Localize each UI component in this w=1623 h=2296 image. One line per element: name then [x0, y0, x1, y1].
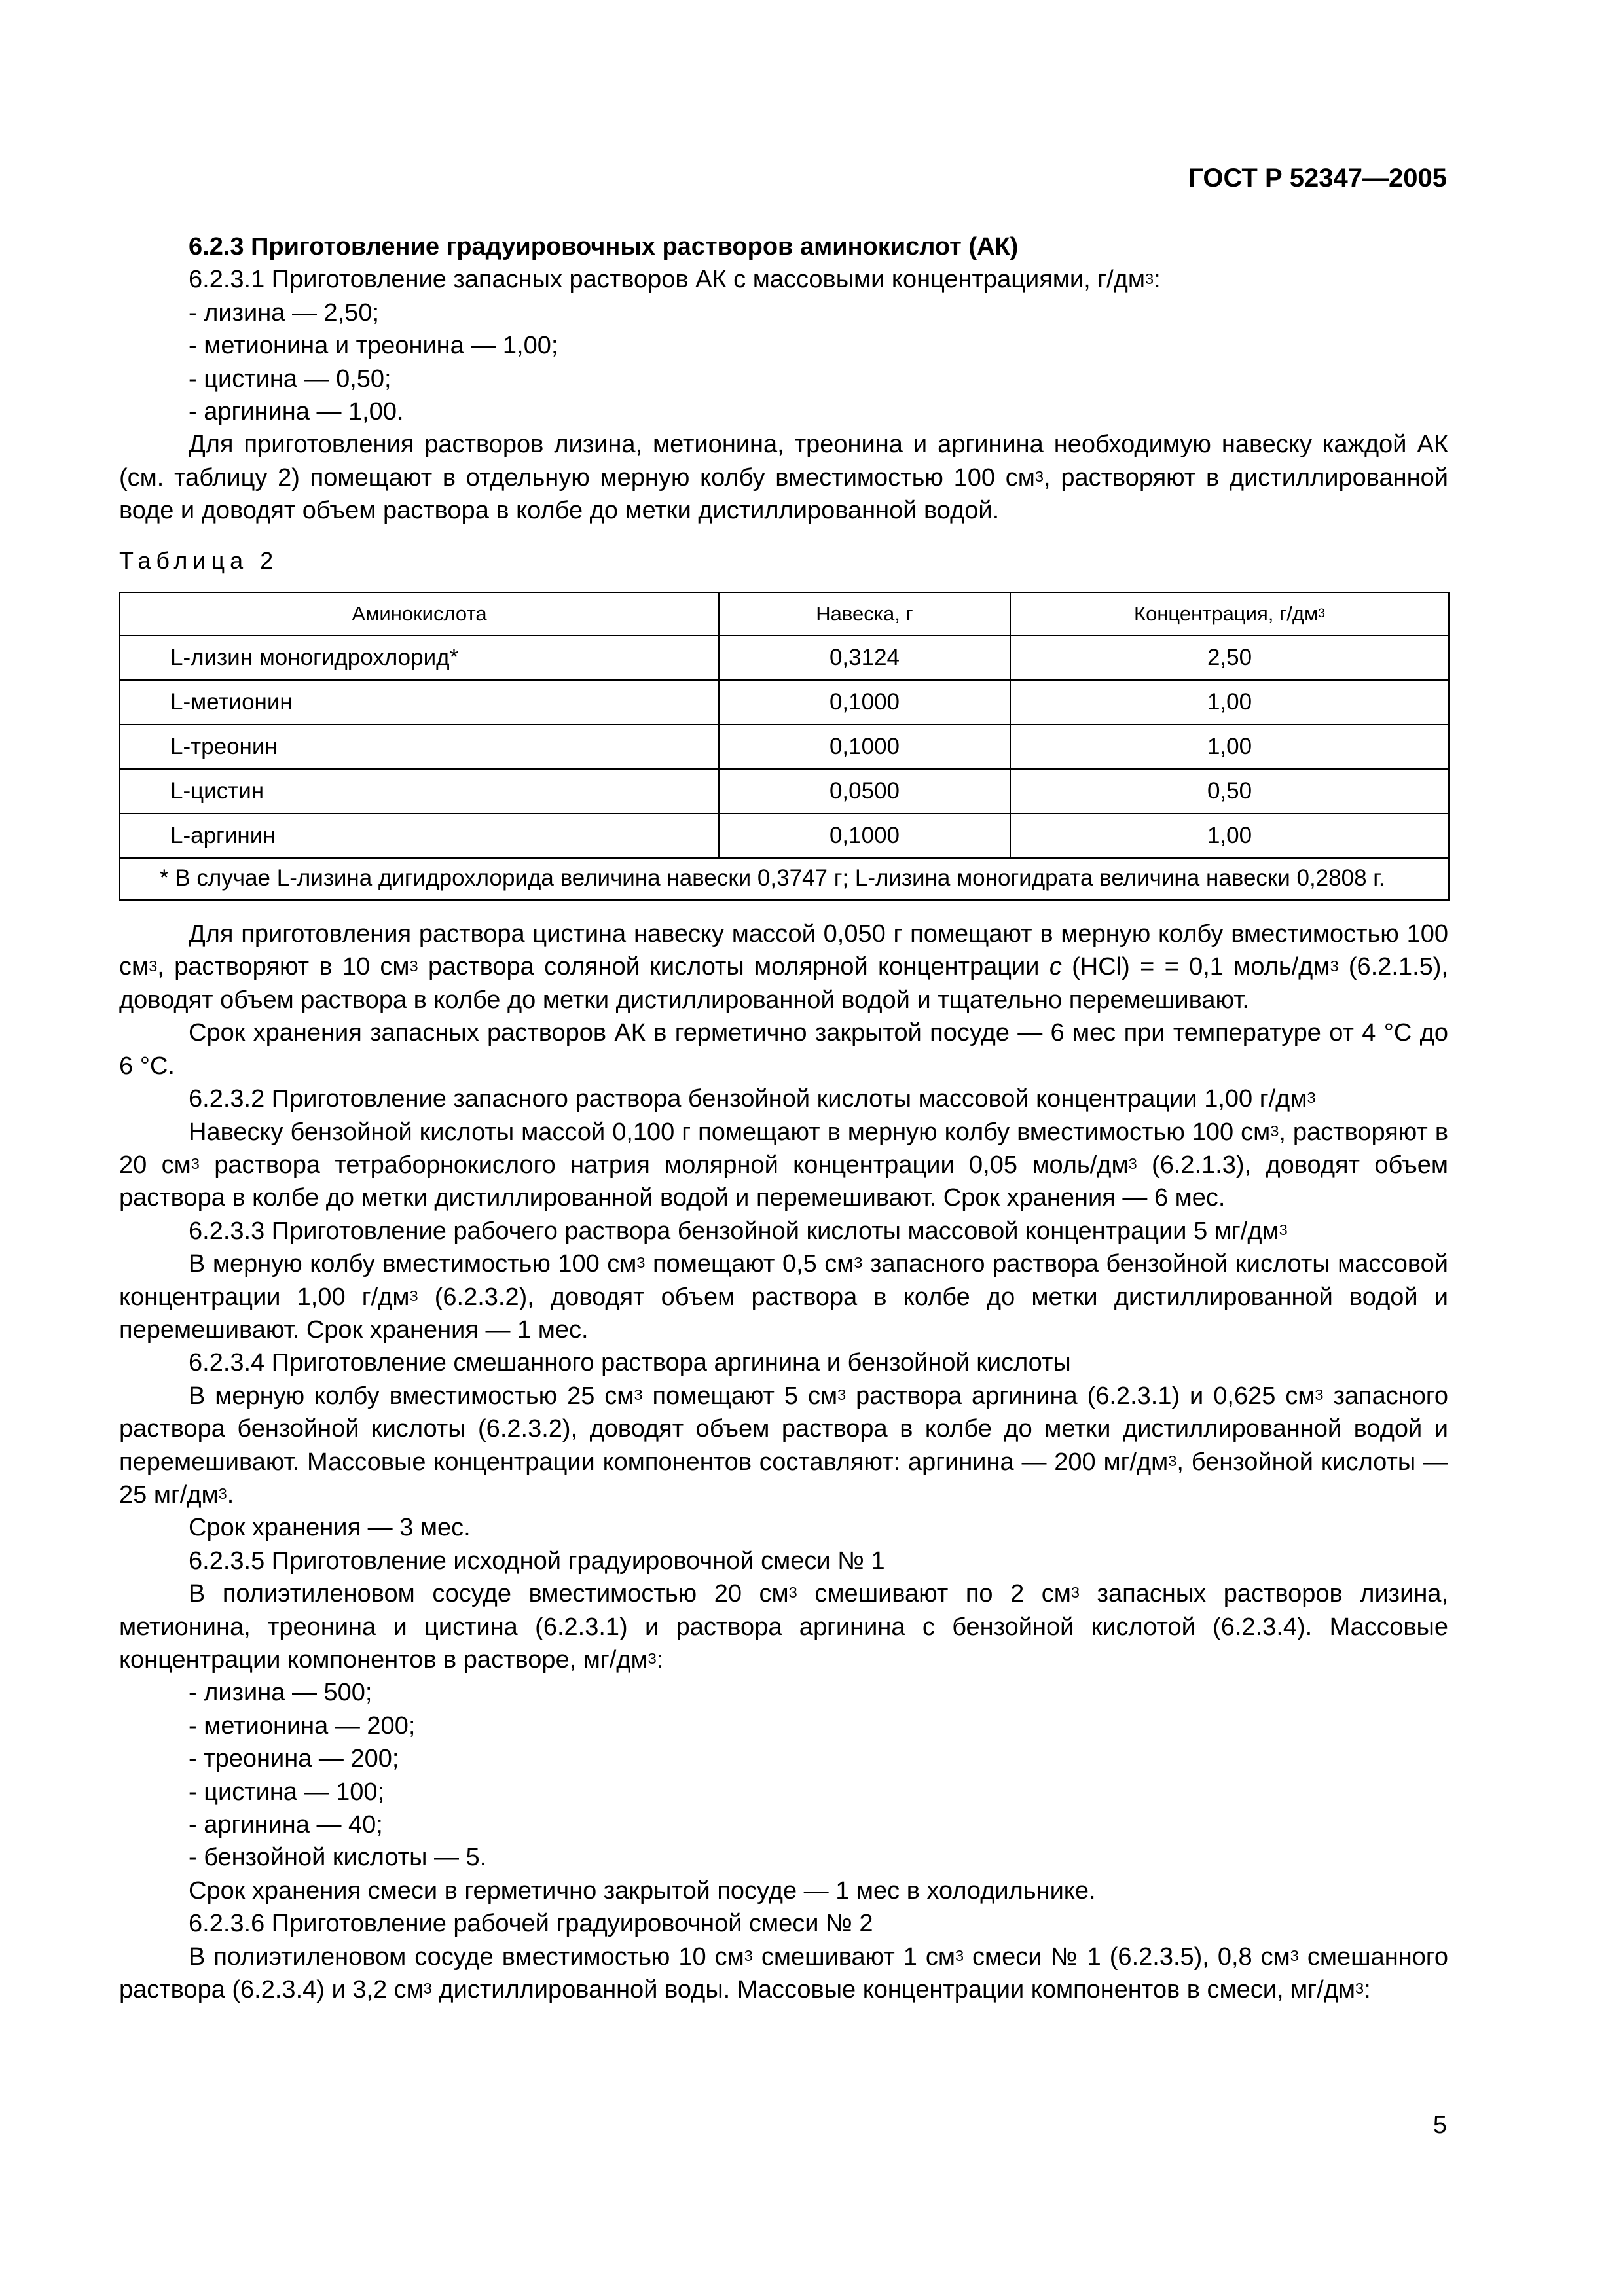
list-item: - бензойной кислоты — 5. [189, 1844, 487, 1872]
list-item: - метионина и треонина — 1,00; [189, 332, 558, 360]
cell-amino-acid: L-метионин [120, 680, 719, 725]
paragraph-mixture-1: В полиэтиленовом сосуде вместимостью 20 $см^3$ смешивают по 2 $см^3$ запасных растворов лизина, метионина, треонина и цистина (6.2.3.1) и раствора аргинина с бензойной кислотой (6.2.3.4). Массовые концентрации компонентов в растворе, $мг/дм^3$: [119, 1580, 1448, 1674]
column-header-concentration: Концентрация, $г/дм^3$ [1010, 592, 1449, 636]
list-item: - цистина — 100; [189, 1778, 385, 1806]
cell-amino-acid: L-цистин [120, 769, 719, 814]
cell-weight: 0,1000 [719, 680, 1010, 725]
paragraph-cystine-prep: Для приготовления раствора цистина навеску массой 0,050 г помещают в мерную колбу вместимостью 100 $см^3$, растворяют в 10 $см^3$ раствора соляной кислоты молярной концентрации c (HCl) = = 0,1 моль/$дм^3$ (6.2.1.5), доводят объем раствора в колбе до метки дистиллированной водой и тщательно перемешивают. [119, 920, 1448, 1014]
cell-amino-acid: L-треонин [120, 725, 719, 769]
page-content [119, 230, 1448, 2006]
table-row [120, 769, 1449, 814]
cell-concentration: 1,00 [1010, 725, 1449, 769]
paragraph-6-2-3-5: 6.2.3.5 Приготовление исходной градуировочной смеси № 1 [189, 1547, 885, 1575]
table-row [120, 636, 1449, 680]
cell-weight: 0,1000 [719, 725, 1010, 769]
paragraph-storage: Срок хранения запасных растворов АК в герметично закрытой посуде — 6 мес при температуре от 4 °С до 6 °С. [119, 1019, 1448, 1080]
table-footnote: * В случае L-лизина дигидрохлорида величина навески 0,3747 г; L-лизина моногидрата величина навески 0,2808 г. [120, 858, 1449, 900]
list-item: - лизина — 500; [189, 1679, 373, 1707]
column-header-amino-acid: Аминокислота [120, 592, 719, 636]
list-item: - треонина — 200; [189, 1745, 399, 1773]
paragraph-6-2-3-3: 6.2.3.3 Приготовление рабочего раствора бензойной кислоты массовой концентрации 5 $мг/дм^3$ [189, 1217, 1288, 1245]
cell-concentration: 1,00 [1010, 814, 1449, 858]
column-header-weight: Навеска, г [719, 592, 1010, 636]
paragraph-mixed-solution: В мерную колбу вместимостью 25 $см^3$ помещают 5 $см^3$ раствора аргинина (6.2.3.1) и 0,625 $см^3$ запасного раствора бензойной кислоты (6.2.3.2), доводят объем раствора в колбе до метки дистиллированной водой и перемешивают. Массовые концентрации компонентов составляют: аргинина — 200 $мг/дм^3$, бензойной кислоты — 25 $мг/дм^3$. [119, 1382, 1449, 1509]
paragraph-storage-3-months: Срок хранения — 3 мес. [189, 1514, 471, 1542]
cell-concentration: 1,00 [1010, 680, 1449, 725]
cell-concentration: 2,50 [1010, 636, 1449, 680]
section-heading: 6.2.3 Приготовление градуировочных растворов аминокислот (АК) [189, 233, 1019, 260]
list-item: - аргинина — 40; [189, 1811, 383, 1839]
paragraph-storage-fridge: Срок хранения смеси в герметично закрытой посуде — 1 мес в холодильнике. [189, 1876, 1096, 1905]
document-code: ГОСТ Р 52347—2005 [1188, 164, 1447, 192]
table-row [120, 725, 1449, 769]
paragraph-benzoic-working: В мерную колбу вместимостью 100 $см^3$ помещают 0,5 $см^3$ запасного раствора бензойной кислоты массовой концентрации 1,00 $г/дм^3$ (6.2.3.2), доводят объем раствора в колбе до метки дистиллированной водой и перемешивают. Срок хранения — 1 мес. [119, 1250, 1449, 1344]
cell-amino-acid: L-аргинин [120, 814, 719, 858]
list-item: - цистина — 0,50; [189, 365, 392, 393]
cell-amino-acid: L-лизин моногидрохлорид* [120, 636, 719, 680]
cell-concentration: 0,50 [1010, 769, 1449, 814]
cell-weight: 0,1000 [719, 814, 1010, 858]
paragraph-mixture-2: В полиэтиленовом сосуде вместимостью 10 $см^3$ смешивают 1 $см^3$ смеси № 1 (6.2.3.5), 0,8 $см^3$ смешанного раствора (6.2.3.4) и 3,2 $см^3$ дистиллированной воды. Массовые концентрации компонентов в смеси, $мг/дм^3$: [119, 1943, 1448, 2004]
paragraph-stock-prep: Для приготовления растворов лизина, метионина, треонина и аргинина необходимую навеску каждой АК (см. таблицу 2) помещают в отдельную мерную колбу вместимостью 100 $см^3$, растворяют в дистиллированной воде и доводят объем раствора в колбе до метки дистиллированной водой. [119, 431, 1448, 525]
table-caption: Таблица 2 [119, 547, 279, 574]
paragraph-6-2-3-6: 6.2.3.6 Приготовление рабочей градуировочной смеси № 2 [189, 1910, 873, 1938]
table-footnote-row [120, 858, 1449, 900]
table-row [120, 680, 1449, 725]
amino-acid-table [119, 592, 1450, 901]
cell-weight: 0,3124 [719, 636, 1010, 680]
list-item: - лизина — 2,50; [189, 298, 380, 327]
mixture-1-concentration-list [119, 1676, 1448, 1874]
stock-concentration-list [119, 296, 1448, 429]
paragraph-6-2-3-4: 6.2.3.4 Приготовление смешанного раствора аргинина и бензойной кислоты [189, 1349, 1071, 1377]
table-row [120, 814, 1449, 858]
list-item: - метионина — 200; [189, 1712, 416, 1740]
cell-weight: 0,0500 [719, 769, 1010, 814]
paragraph-6-2-3-1: 6.2.3.1 Приготовление запасных растворов АК с массовыми концентрациями, $г/дм^3$: [189, 266, 1161, 294]
table-header-row [120, 592, 1449, 636]
page-number: 5 [1432, 2111, 1447, 2139]
paragraph-benzoic-stock: Навеску бензойной кислоты массой 0,100 г помещают в мерную колбу вместимостью 100 $см^3$, растворяют в 20 $см^3$ раствора тетраборнокислого натрия молярной концентрации 0,05 моль/$дм^3$ (6.2.1.3), доводят объем раствора в колбе до метки дистиллированной водой и перемешивают. Срок хранения — 6 мес. [119, 1118, 1449, 1212]
paragraph-6-2-3-2: 6.2.3.2 Приготовление запасного раствора бензойной кислоты массовой концентрации 1,00 $г/дм^3$ [189, 1085, 1316, 1113]
list-item: - аргинина — 1,00. [189, 398, 404, 426]
